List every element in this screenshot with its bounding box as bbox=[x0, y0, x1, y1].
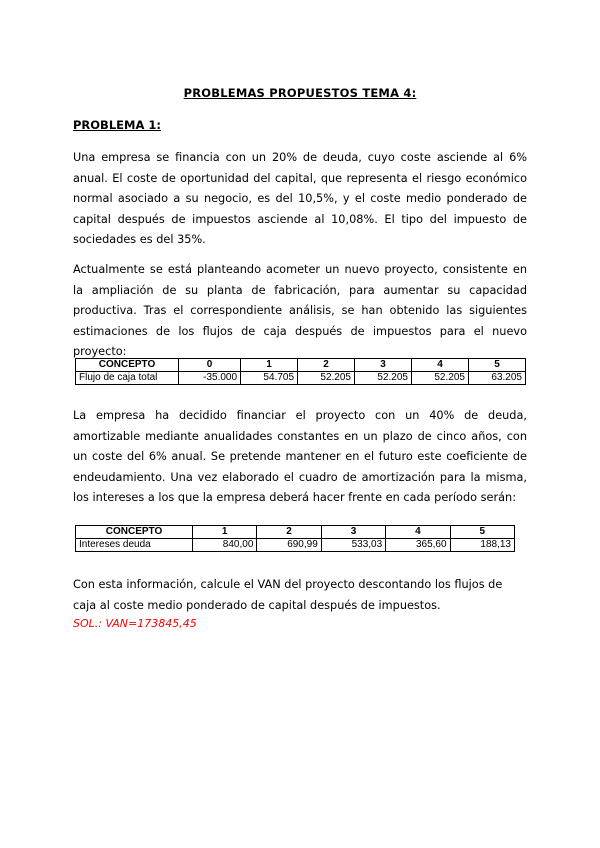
page-title: PROBLEMAS PROPUESTOS TEMA 4: bbox=[183, 86, 417, 100]
table-cell: Intereses deuda bbox=[76, 539, 193, 552]
table-header-cell: 1 bbox=[193, 526, 257, 539]
table-cell: 840,00 bbox=[193, 539, 257, 552]
problem-heading: PROBLEMA 1: bbox=[73, 118, 161, 132]
table-cell: 188,13 bbox=[450, 539, 514, 552]
table-header-cell: 5 bbox=[450, 526, 514, 539]
table-cell: 690,99 bbox=[257, 539, 321, 552]
paragraph-intro: Una empresa se financia con un 20% de deuda, cuyo coste asciende al 6% anual. El coste de oportunidad del capital, que representa el riesgo económico normal asociado a su negocio, es del 10,5%, y el coste medio ponderado de capital después de impuestos asciende al 10,08%. El tipo del impuesto de sociedades es del 35%. bbox=[73, 151, 527, 246]
table-header-row bbox=[76, 359, 526, 372]
table-cell: 52.205 bbox=[355, 372, 412, 385]
interest-table bbox=[75, 525, 515, 552]
solution-text: SOL.: VAN=173845,45 bbox=[73, 617, 197, 630]
paragraph-question: Con esta información, calcule el VAN del proyecto descontando los flujos de caja al coste medio ponderado de capital después de impuestos. bbox=[73, 578, 503, 612]
table-header-cell: 1 bbox=[241, 359, 298, 372]
table-cell: 52.205 bbox=[298, 372, 355, 385]
paragraph-project: Actualmente se está planteando acometer un nuevo proyecto, consistente en la ampliación de su planta de fabricación, para aumentar su capacidad productiva. Tras el correspondiente análisis, se han obtenido las siguientes estimaciones de los flujos de caja después de impuestos para el nuevo proyecto: bbox=[73, 263, 527, 358]
table-header-cell: 5 bbox=[468, 359, 525, 372]
table-header-cell: 4 bbox=[386, 526, 450, 539]
table-cell: 365,60 bbox=[386, 539, 450, 552]
cash-flow-table bbox=[75, 358, 526, 385]
table-header-cell: 4 bbox=[411, 359, 468, 372]
table-row bbox=[76, 372, 526, 385]
table-cell: 533,03 bbox=[321, 539, 385, 552]
table-cell: Flujo de caja total bbox=[76, 372, 179, 385]
table-header-cell: 2 bbox=[257, 526, 321, 539]
table-cell: 52.205 bbox=[411, 372, 468, 385]
table-cell: 63.205 bbox=[468, 372, 525, 385]
table-header-cell: 3 bbox=[355, 359, 412, 372]
table-header-cell: CONCEPTO bbox=[76, 359, 179, 372]
table-header-row bbox=[76, 526, 515, 539]
table-header-cell: 2 bbox=[298, 359, 355, 372]
table-cell: 54.705 bbox=[241, 372, 298, 385]
paragraph-financing: La empresa ha decidido financiar el proyecto con un 40% de deuda, amortizable mediante anualidades constantes en un plazo de cinco años, con un coste del 6% anual. Se pretende mantener en el futuro este coeficiente de endeudamiento. Una vez elaborado el cuadro de amortización para la misma, los intereses a los que la empresa deberá hacer frente en cada período serán: bbox=[73, 409, 527, 504]
table-cell: -35.000 bbox=[179, 372, 241, 385]
table-header-cell: 3 bbox=[321, 526, 385, 539]
table-header-cell: 0 bbox=[179, 359, 241, 372]
table-header-cell: CONCEPTO bbox=[76, 526, 193, 539]
table-row bbox=[76, 539, 515, 552]
